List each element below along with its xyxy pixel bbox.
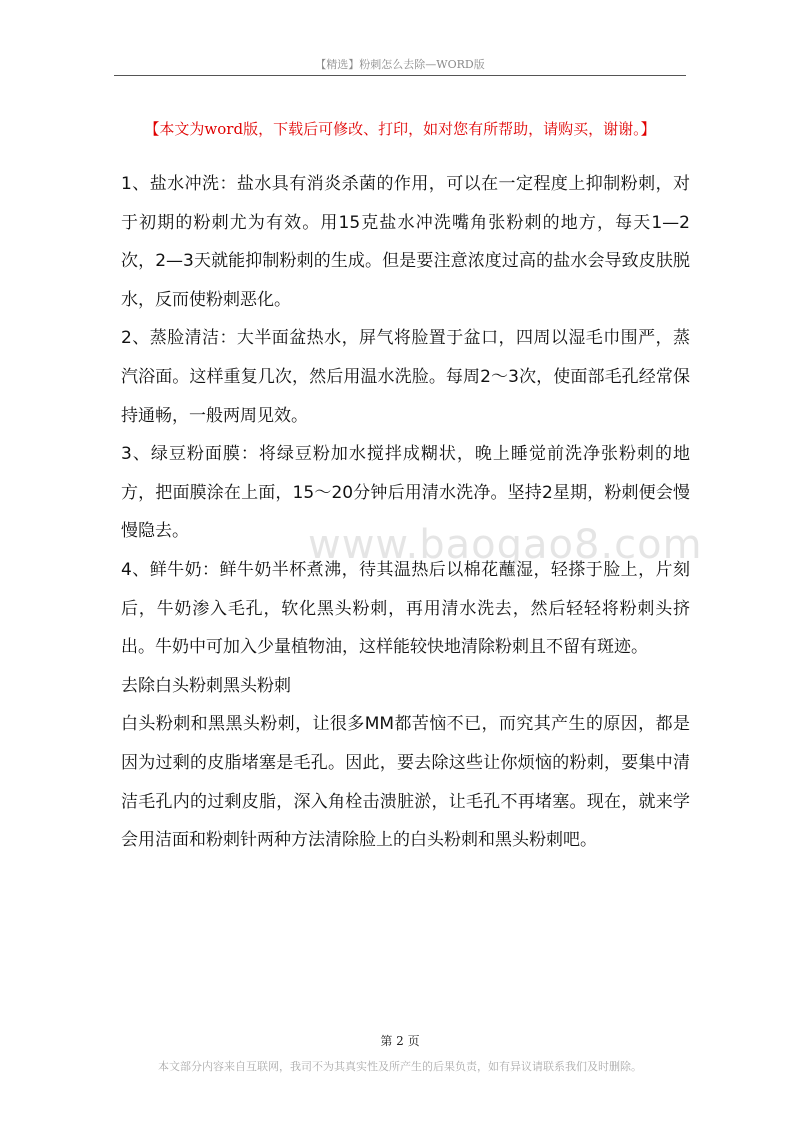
paragraph-steam-face: 2、蒸脸清洁：大半面盆热水，屏气将脸置于盆口，四周以湿毛巾围严，蒸汽浴面。这样重复几次，然后用温水洗脸。每周2～3次，使面部毛孔经常保持通畅，一般两周见效。 — [121, 328, 690, 426]
paragraph-whitehead-blackhead: 白头粉刺和黑黑头粉刺，让很多MM都苦恼不已，而究其产生的原因，都是因为过剩的皮脂堵塞是毛孔。因此，要去除这些让你烦恼的粉刺，要集中清洁毛孔内的过剩皮脂，深入角栓击溃脏淤，让毛孔不再堵塞。现在，就来学会用洁面和粉刺针两种方法清除脸上的白头粉刺和黑头粉刺吧。 — [121, 714, 690, 851]
watermark: www.baogao8.com — [308, 522, 703, 568]
paragraph-fresh-milk: 4、鲜牛奶：鲜牛奶半杯煮沸，待其温热后以棉花蘸湿，轻搽于脸上，片刻后，牛奶渗入毛孔，软化黑头粉刺，再用清水洗去，然后轻轻将粉刺头挤出。牛奶中可加入少量植物油，这样能较快地清除粉刺且不留有斑迹。 — [121, 559, 690, 658]
page-header-title: 【精选】粉刺怎么去除—WORD版 — [315, 58, 485, 71]
paragraph-salt-water: 1、盐水冲洗：盐水具有消炎杀菌的作用，可以在一定程度上抑制粉刺，对于初期的粉刺尤为有效。用15克盐水冲洗嘴角张粉刺的地方，每天1—2次，2—3天就能抑制粉刺的生成。但是要注意浓度过高的盐水会导致皮肤脱水，反而使粉刺恶化。 — [121, 174, 690, 310]
paragraph-mung-bean-mask: 3、绿豆粉面膜：将绿豆粉加水搅拌成糊状，晚上睡觉前洗净张粉刺的地方，把面膜涂在上面，15～20分钟后用清水洗净。坚持2星期，粉刺便会慢慢隐去。 — [121, 444, 690, 542]
document-body — [121, 165, 690, 860]
section-heading: 去除白头粉刺黑头粉刺 — [121, 675, 291, 696]
page-number: 第 2 页 — [380, 1034, 420, 1048]
page-footer-disclaimer: 本文部分内容来自互联网，我司不为其真实性及所产生的后果负责，如有异议请联系我们及时删除。 — [158, 1060, 642, 1073]
download-notice: 【本文为word版，下载后可修改、打印，如对您有所帮助，请购买，谢谢。】 — [144, 120, 656, 138]
header-divider — [114, 75, 686, 76]
